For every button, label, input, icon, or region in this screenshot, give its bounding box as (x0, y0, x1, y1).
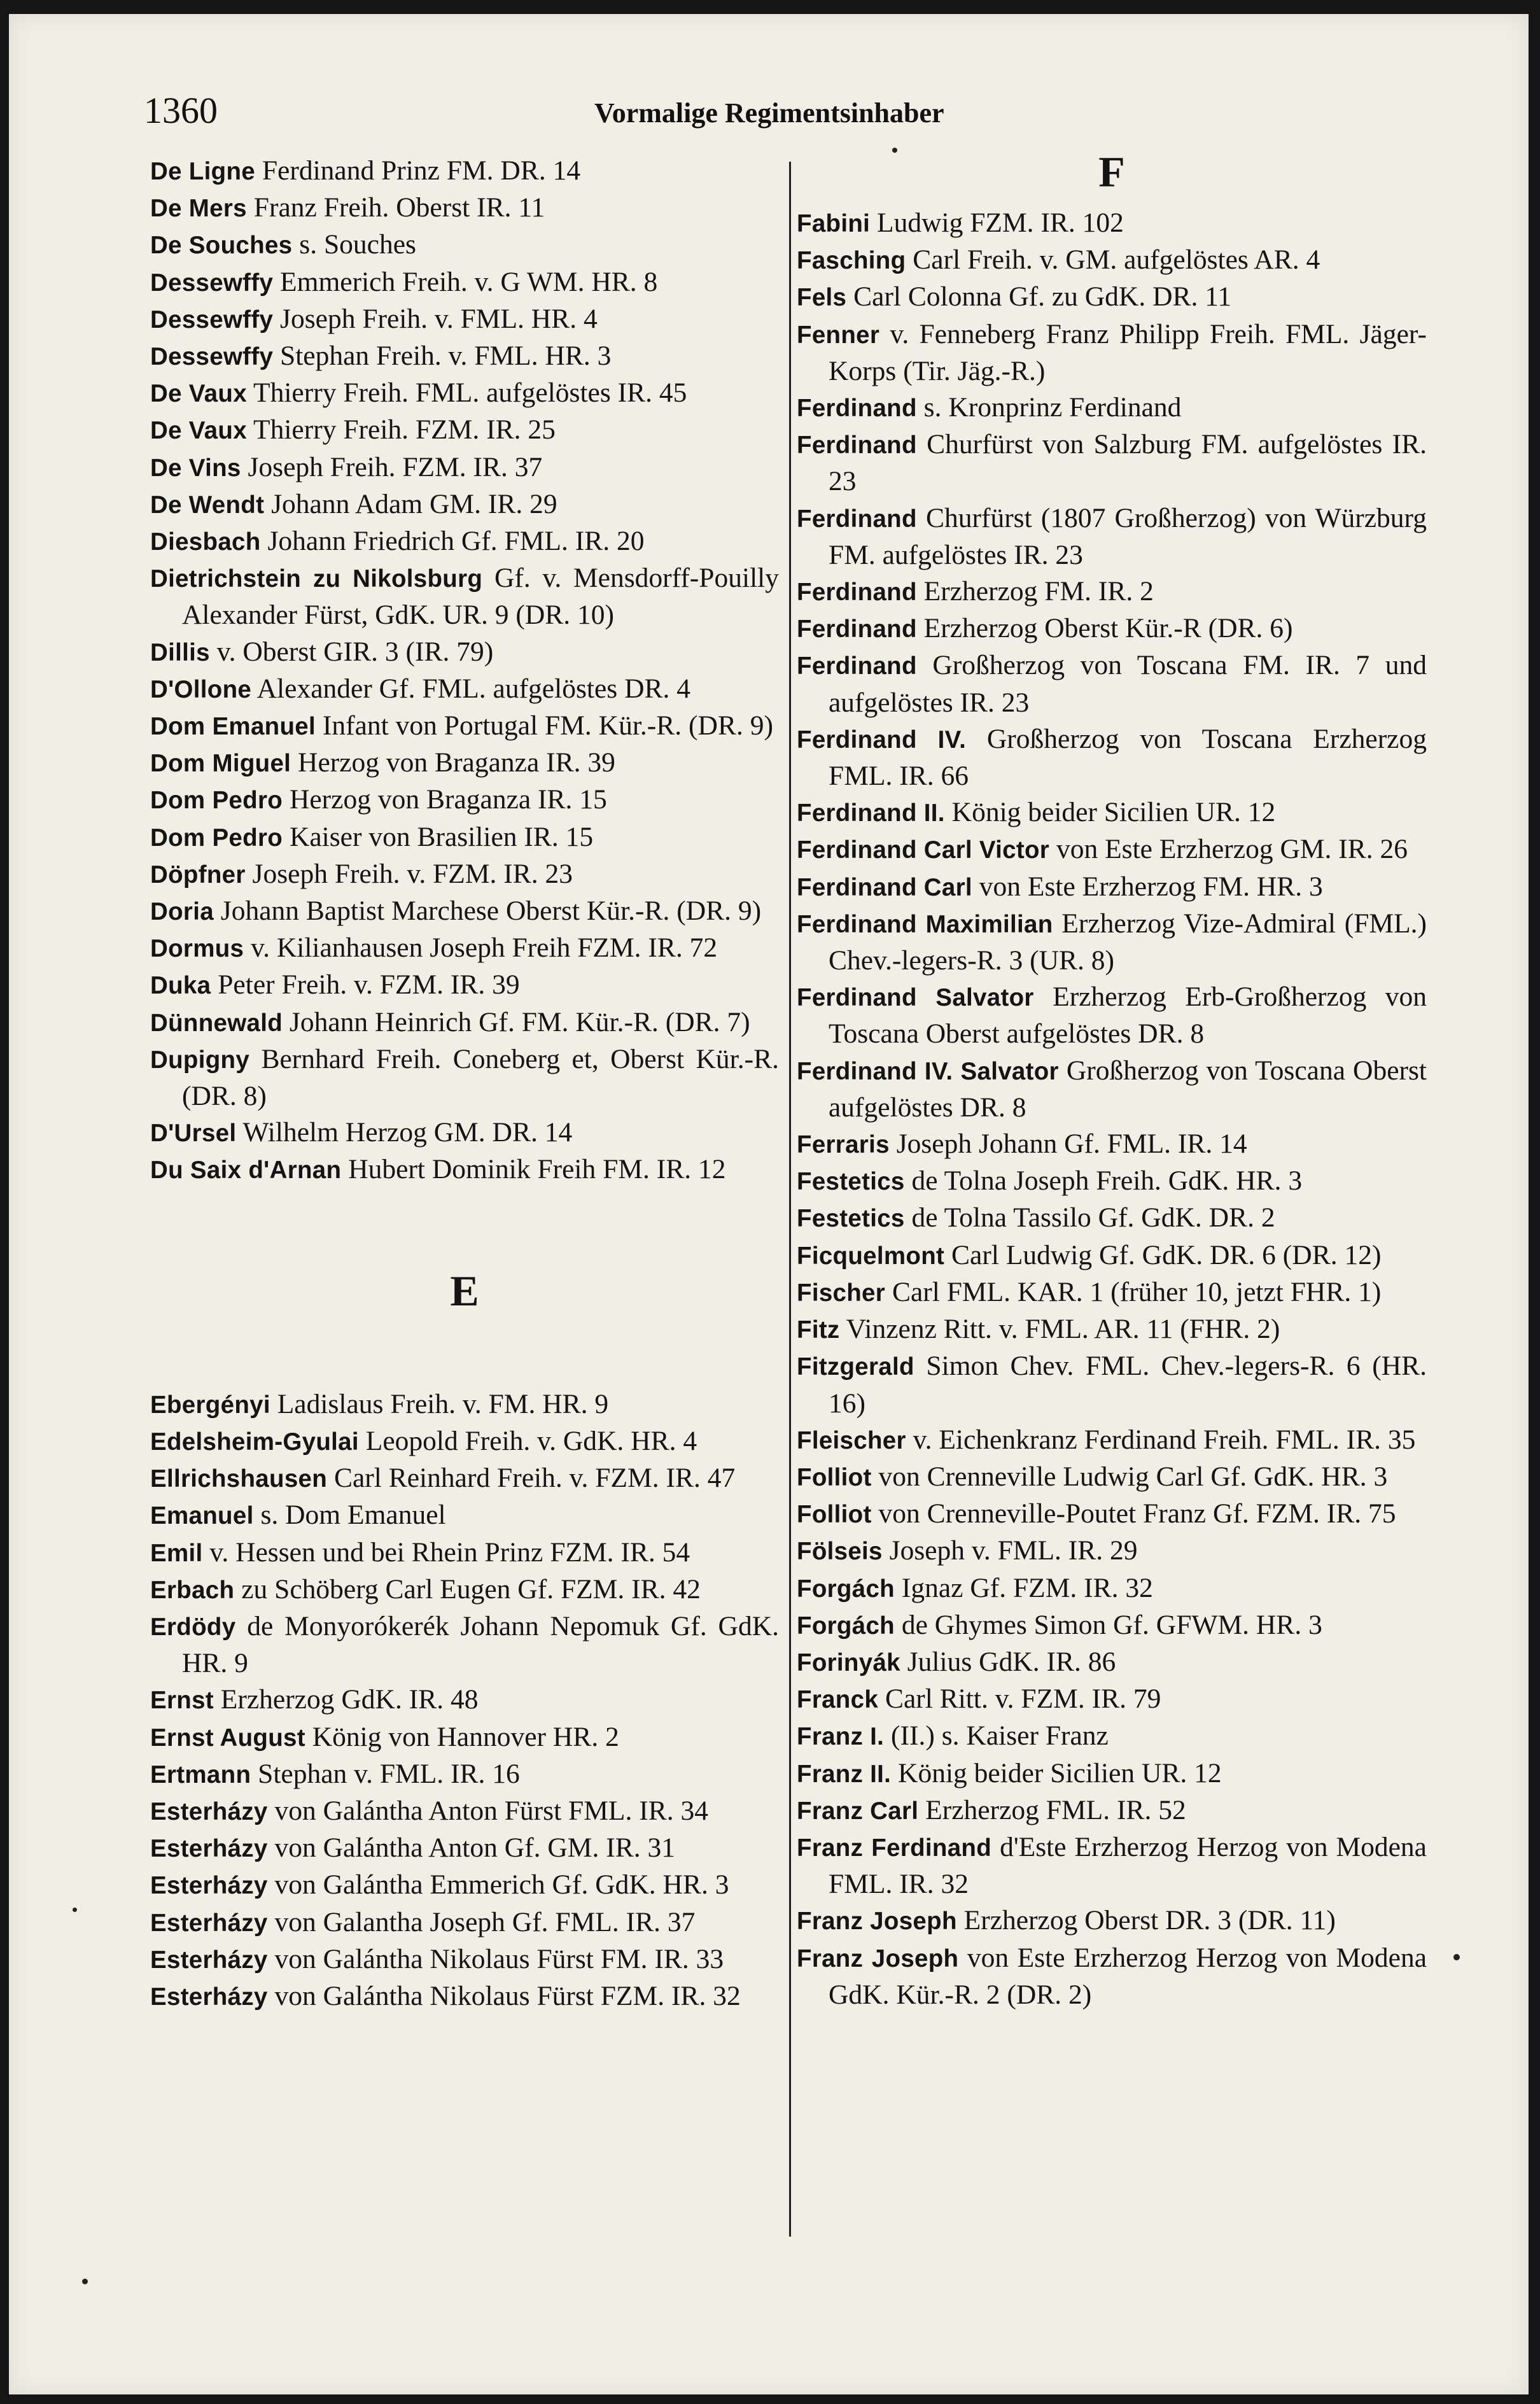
entry-name: Ferdinand (797, 505, 917, 533)
entry-text: Johann Adam GM. IR. 29 (271, 488, 557, 519)
register-entry (797, 573, 1427, 610)
entry-text: Leopold Freih. v. GdK. HR. 4 (365, 1425, 697, 1456)
register-entry (797, 426, 1427, 500)
entry-text: d'Este Erzherzog Herzog von Modena FML. IR. 32 (829, 1831, 1427, 1900)
entry-name: Ficquelmont (797, 1242, 945, 1270)
entry-name: Edelsheim-Gyulai (150, 1428, 359, 1456)
entry-name: De Ligne (150, 158, 255, 185)
entry-text: de Tolna Joseph Freih. GdK. HR. 3 (911, 1165, 1303, 1197)
entry-name: Ferdinand (797, 579, 917, 607)
entry-name: Ferdinand IV. Salvator (797, 1057, 1059, 1085)
register-entry (797, 1607, 1427, 1644)
entry-text: Joseph Johann Gf. FML. IR. 14 (896, 1128, 1247, 1160)
entry-name: D'Ollone (150, 675, 252, 703)
register-entry (150, 1978, 779, 2015)
register-entry (150, 1460, 779, 1497)
register-entry (797, 979, 1427, 1052)
register-entry (150, 634, 779, 671)
entry-name: Esterházy (150, 1909, 268, 1937)
entry-text: von Galántha Anton Gf. GM. IR. 31 (274, 1832, 675, 1864)
entry-text: Gf. v. Mensdorff-Pouilly Alexander Fürst, GdK. UR. 9 (DR. 10) (182, 563, 779, 631)
register-entry (150, 1423, 779, 1460)
entry-text: Thierry Freih. FZM. IR. 25 (253, 414, 556, 446)
entry-name: Dom Emanuel (150, 713, 316, 741)
register-entry (150, 671, 779, 708)
entry-text: Hubert Dominik Freih FM. IR. 12 (348, 1154, 726, 1185)
print-speck (82, 2279, 88, 2284)
register-entry (797, 279, 1427, 316)
entry-name: Ferdinand IV. (797, 726, 967, 754)
entry-text: von Crenneville-Poutet Franz Gf. FZM. IR. 75 (878, 1498, 1396, 1529)
register-entry (150, 1867, 779, 1904)
register-entry (797, 1459, 1427, 1496)
entry-text: v. Kilianhausen Joseph Freih FZM. IR. 72 (251, 932, 718, 964)
entry-name: Fenner (797, 321, 880, 349)
entry-name: De Vaux (150, 380, 247, 408)
register-entry (797, 610, 1427, 647)
entry-name: Ferdinand (797, 395, 917, 423)
entry-name: Dietrichstein zu Nikolsburg (150, 565, 483, 593)
register-entry (150, 745, 779, 782)
register-entry (150, 412, 779, 449)
entry-name: Erbach (150, 1576, 235, 1604)
entry-text: Carl Ludwig Gf. GdK. DR. 6 (DR. 12) (951, 1239, 1382, 1270)
register-entry (797, 1533, 1427, 1570)
entry-text: Joseph Freih. v. FML. HR. 4 (280, 303, 598, 334)
register-entry (150, 893, 779, 930)
entry-name: Franz I. (797, 1723, 885, 1751)
entry-text: v. Hessen und bei Rhein Prinz FZM. IR. 54 (209, 1536, 690, 1568)
entry-name: Fasching (797, 247, 906, 275)
book-page (9, 14, 1529, 2394)
entry-text: Johann Baptist Marchese Oberst Kür.-R. (DR. 9) (220, 896, 762, 927)
register-entry (797, 1644, 1427, 1681)
register-entry (150, 153, 779, 190)
entry-name: De Wendt (150, 491, 265, 519)
entry-text: König von Hannover HR. 2 (312, 1721, 619, 1752)
entry-name: Forgách (797, 1612, 895, 1640)
entry-name: Forinyák (797, 1648, 900, 1676)
entry-name: Folliot (797, 1501, 872, 1529)
entry-name: Fischer (797, 1279, 886, 1307)
entry-text: Erzherzog Oberst Kür.-R (DR. 6) (923, 613, 1293, 644)
entry-name: Esterházy (150, 1946, 268, 1974)
register-entry (150, 1151, 779, 1188)
register-entry (797, 1902, 1427, 1939)
entry-name: De Souches (150, 232, 293, 260)
entry-text: de Ghymes Simon Gf. GFWM. HR. 3 (901, 1609, 1322, 1640)
register-entry (150, 930, 779, 967)
register-entry (150, 1571, 779, 1608)
register-entry (797, 390, 1427, 426)
entry-name: Ferdinand (797, 615, 917, 643)
register-entry (797, 1348, 1427, 1421)
entry-name: Doria (150, 898, 214, 926)
page-header (9, 89, 1529, 134)
register-entry (797, 1422, 1427, 1459)
entry-text: Joseph Freih. FZM. IR. 37 (248, 451, 543, 482)
register-entry (797, 1755, 1427, 1792)
entry-name: Ferdinand Carl Victor (797, 836, 1050, 864)
entry-text: s. Dom Emanuel (260, 1500, 446, 1531)
register-entry (797, 205, 1427, 242)
entry-name: Fels (797, 284, 847, 312)
register-entry (797, 1237, 1427, 1274)
right-column (797, 148, 1427, 2013)
entry-name: Ellrichshausen (150, 1465, 328, 1493)
register-entry (797, 1940, 1427, 2013)
entry-text: de Monyorókerék Johann Nepomuk Gf. GdK. HR. 9 (182, 1610, 779, 1679)
entry-text: v. Oberst GIR. 3 (IR. 79) (216, 636, 494, 667)
entry-text: Erzherzog Vize-Admiral (FML.) Chev.-legers-R. 3 (UR. 8) (829, 908, 1427, 976)
register-entry (797, 1570, 1427, 1607)
register-entry (150, 486, 779, 523)
entry-name: Dom Pedro (150, 824, 283, 852)
entry-text: v. Fenneberg Franz Philipp Freih. FML. Jäger-Korps (Tir. Jäg.-R.) (829, 318, 1427, 386)
entry-text: Kaiser von Brasilien IR. 15 (289, 821, 594, 852)
entry-text: von Este Erzherzog FM. HR. 3 (979, 871, 1323, 902)
register-entry (150, 967, 779, 1004)
entry-name: Fleischer (797, 1426, 906, 1454)
entry-text: von Crenneville Ludwig Carl Gf. GdK. HR. 3 (878, 1461, 1388, 1492)
register-entry (797, 1053, 1427, 1126)
entry-list-f (797, 205, 1427, 2013)
entry-name: Forgách (797, 1575, 895, 1603)
entry-text: Carl Ritt. v. FZM. IR. 79 (885, 1684, 1161, 1715)
entry-text: Großherzog von Toscana FM. IR. 7 und aufgelöstes IR. 23 (829, 650, 1427, 718)
entry-text: Herzog von Braganza IR. 39 (298, 747, 615, 778)
entry-name: Erdödy (150, 1613, 236, 1641)
register-entry (797, 1311, 1427, 1348)
entry-name: Esterházy (150, 1835, 268, 1863)
entry-name: Ferdinand (797, 652, 917, 680)
entry-text: v. Eichenkranz Ferdinand Freih. FML. IR. 35 (913, 1424, 1416, 1455)
register-entry (797, 1126, 1427, 1163)
entry-name: Dillis (150, 638, 210, 666)
register-entry (150, 1719, 779, 1756)
entry-name: Dessewffy (150, 343, 274, 371)
register-entry (150, 375, 779, 412)
register-entry (150, 1004, 779, 1041)
entry-text: Johann Heinrich Gf. FM. Kür.-R. (DR. 7) (289, 1006, 750, 1037)
register-entry (797, 1829, 1427, 1902)
register-entry (150, 1041, 779, 1114)
entry-text: Alexander Gf. FML. aufgelöstes DR. 4 (256, 673, 691, 704)
entry-text: Franz Freih. Oberst IR. 11 (253, 192, 545, 223)
register-entry (150, 819, 779, 856)
register-entry (150, 1756, 779, 1793)
entry-text: Julius GdK. IR. 86 (907, 1646, 1116, 1677)
register-entry (797, 316, 1427, 390)
entry-text: Bernhard Freih. Coneberg et, Oberst Kür.-R. (DR. 8) (182, 1043, 780, 1112)
entry-text: s. Souches (299, 229, 416, 260)
entry-text: Infant von Portugal FM. Kür.-R. (DR. 9) (322, 710, 773, 742)
register-entry (150, 1535, 779, 1571)
entry-name: Ertmann (150, 1761, 251, 1789)
column-divider (789, 162, 791, 2237)
entry-text: Stephan v. FML. IR. 16 (258, 1758, 520, 1789)
entry-name: Fitzgerald (797, 1353, 914, 1381)
entry-text: Ignaz Gf. FZM. IR. 32 (901, 1572, 1153, 1603)
entry-list-e (150, 1386, 779, 2015)
register-entry (150, 1793, 779, 1830)
running-title: Vormalige Regimentsinhaber (594, 97, 944, 129)
entry-text: Vinzenz Ritt. v. FML. AR. 11 (FHR. 2) (846, 1314, 1280, 1345)
entry-name: Dormus (150, 935, 244, 963)
entry-text: von Galantha Joseph Gf. FML. IR. 37 (274, 1906, 696, 1937)
entry-name: Franz Joseph (797, 1944, 959, 1972)
print-speck (73, 1908, 77, 1912)
register-entry (150, 1608, 779, 1682)
entry-name: Ferdinand Carl (797, 873, 972, 901)
entry-text: (II.) s. Kaiser Franz (891, 1720, 1109, 1752)
entry-name: Dessewffy (150, 306, 274, 334)
entry-list-d (150, 153, 779, 1189)
entry-text: von Este Erzherzog GM. IR. 26 (1056, 834, 1408, 865)
entry-text: Simon Chev. FML. Chev.-legers-R. 6 (HR. 16) (829, 1351, 1427, 1419)
register-entry (150, 782, 779, 819)
entry-text: Herzog von Braganza IR. 15 (289, 784, 607, 815)
entry-text: Carl Colonna Gf. zu GdK. DR. 11 (853, 281, 1232, 313)
register-entry (797, 831, 1427, 868)
entry-text: Emmerich Freih. v. G WM. HR. 8 (280, 266, 658, 297)
entry-name: De Vaux (150, 417, 247, 445)
register-entry (797, 1200, 1427, 1237)
entry-name: De Mers (150, 195, 247, 223)
entry-name: Franz Carl (797, 1797, 919, 1825)
entry-text: Joseph Freih. v. FZM. IR. 23 (252, 858, 573, 889)
entry-name: Franz Joseph (797, 1908, 957, 1936)
entry-name: Duka (150, 972, 211, 1000)
entry-name: Dünnewald (150, 1009, 283, 1037)
entry-text: von Galántha Emmerich Gf. GdK. HR. 3 (274, 1869, 729, 1901)
page-number: 1360 (144, 90, 218, 131)
print-speck (1453, 1954, 1460, 1960)
entry-name: Esterházy (150, 1872, 268, 1900)
entry-text: Erzherzog FML. IR. 52 (925, 1794, 1186, 1825)
entry-name: Fölseis (797, 1538, 883, 1566)
entry-name: Du Saix d'Arnan (150, 1156, 342, 1184)
entry-text: Churfürst von Salzburg FM. aufgelöstes IR. 23 (829, 429, 1427, 497)
entry-text: Carl Reinhard Freih. v. FZM. IR. 47 (333, 1463, 736, 1494)
register-entry (150, 264, 779, 301)
entry-text: de Tolna Tassilo Gf. GdK. DR. 2 (911, 1202, 1275, 1234)
entry-name: Dessewffy (150, 269, 274, 297)
entry-name: Ferraris (797, 1131, 890, 1159)
register-entry (797, 1718, 1427, 1755)
register-entry (797, 1496, 1427, 1533)
entry-name: Festetics (797, 1205, 905, 1233)
register-entry (150, 1904, 779, 1941)
register-entry (797, 869, 1427, 906)
entry-name: Franck (797, 1686, 879, 1714)
entry-name: Ferdinand Maximilian (797, 910, 1053, 938)
entry-text: Peter Freih. v. FZM. IR. 39 (218, 969, 520, 1001)
entry-text: Erzherzog FM. IR. 2 (923, 576, 1154, 607)
entry-text: Ladislaus Freih. v. FM. HR. 9 (277, 1388, 609, 1419)
register-entry (150, 1497, 779, 1534)
left-column (150, 153, 779, 2015)
entry-name: Festetics (797, 1168, 905, 1196)
register-entry (150, 1941, 779, 1978)
entry-text: Carl Freih. v. GM. aufgelöstes AR. 4 (913, 244, 1320, 276)
register-entry (150, 1114, 779, 1151)
entry-text: Ludwig FZM. IR. 102 (877, 207, 1124, 238)
entry-text: König beider Sicilien UR. 12 (951, 797, 1276, 828)
entry-name: Dupigny (150, 1046, 250, 1074)
register-entry (150, 1830, 779, 1867)
entry-name: De Vins (150, 454, 241, 482)
register-entry (150, 708, 779, 745)
entry-name: Dom Pedro (150, 787, 283, 815)
entry-text: Churfürst (1807 Großherzog) von Würzburg FM. aufgelöstes IR. 23 (829, 502, 1427, 570)
entry-text: Ferdinand Prinz FM. DR. 14 (262, 155, 581, 186)
register-entry (797, 721, 1427, 794)
entry-text: Stephan Freih. v. FML. HR. 3 (280, 341, 612, 372)
entry-text: zu Schöberg Carl Eugen Gf. FZM. IR. 42 (241, 1573, 701, 1605)
register-entry (150, 301, 779, 338)
register-entry (797, 1163, 1427, 1200)
entry-text: Großherzog von Toscana Oberst aufgelöstes DR. 8 (829, 1055, 1427, 1123)
entry-text: Joseph v. FML. IR. 29 (889, 1535, 1138, 1566)
register-entry (797, 906, 1427, 979)
entry-text: Carl FML. KAR. 1 (früher 10, jetzt FHR. 1) (892, 1276, 1382, 1307)
entry-name: Franz Ferdinand (797, 1834, 992, 1862)
entry-text: Erzherzog Erb-Großherzog von Toscana Oberst aufgelöstes DR. 8 (829, 981, 1427, 1050)
entry-name: D'Ursel (150, 1120, 237, 1148)
section-letter-f: F (1098, 148, 1125, 196)
entry-text: Johann Friedrich Gf. FML. IR. 20 (267, 526, 645, 557)
entry-name: Ferdinand Salvator (797, 984, 1034, 1012)
entry-text: s. Kronprinz Ferdinand (923, 392, 1182, 423)
entry-name: Franz II. (797, 1760, 892, 1788)
entry-text: Erzherzog GdK. IR. 48 (220, 1684, 479, 1715)
entry-text: Wilhelm Herzog GM. DR. 14 (242, 1117, 573, 1148)
entry-name: Folliot (797, 1463, 872, 1491)
entry-name: Ebergényi (150, 1391, 270, 1419)
entry-name: Dom Miguel (150, 750, 291, 778)
entry-text: von Galántha Anton Fürst FML. IR. 34 (274, 1795, 708, 1826)
entry-text: von Galántha Nikolaus Fürst FZM. IR. 32 (274, 1980, 741, 2011)
register-entry (797, 794, 1427, 831)
register-entry (150, 190, 779, 227)
entry-text: von Este Erzherzog Herzog von Modena GdK. Kür.-R. 2 (DR. 2) (829, 1942, 1427, 2010)
register-entry (150, 560, 779, 633)
register-entry (150, 338, 779, 375)
register-entry (150, 1682, 779, 1719)
print-speck (892, 148, 897, 153)
entry-name: Ferdinand II. (797, 799, 945, 827)
register-entry (797, 242, 1427, 279)
register-entry (797, 1274, 1427, 1311)
register-entry (150, 1386, 779, 1423)
entry-name: Esterházy (150, 1797, 268, 1825)
entry-text: König beider Sicilien UR. 12 (898, 1757, 1222, 1789)
section-letter-e: E (450, 1266, 479, 1315)
entry-text: von Galántha Nikolaus Fürst FM. IR. 33 (274, 1943, 724, 1974)
entry-name: Ferdinand (797, 432, 917, 460)
register-entry (797, 500, 1427, 573)
register-entry (797, 647, 1427, 720)
entry-text: Erzherzog Oberst DR. 3 (DR. 11) (963, 1905, 1336, 1936)
entry-name: Ernst (150, 1687, 214, 1715)
entry-text: Großherzog von Toscana Erzherzog FML. IR. 66 (829, 723, 1427, 792)
entry-name: Döpfner (150, 861, 246, 889)
entry-text: Thierry Freih. FML. aufgelöstes IR. 45 (253, 377, 687, 409)
entry-name: Emanuel (150, 1502, 254, 1530)
entry-name: Ernst August (150, 1724, 305, 1752)
entry-name: Esterházy (150, 1983, 268, 2011)
register-entry (797, 1681, 1427, 1718)
register-entry (150, 523, 779, 560)
entry-name: Fabini (797, 210, 871, 237)
entry-name: Diesbach (150, 528, 261, 556)
register-entry (797, 1792, 1427, 1829)
register-entry (150, 449, 779, 486)
register-entry (150, 227, 779, 264)
register-entry (150, 856, 779, 893)
entry-name: Fitz (797, 1316, 840, 1344)
entry-name: Emil (150, 1539, 203, 1567)
